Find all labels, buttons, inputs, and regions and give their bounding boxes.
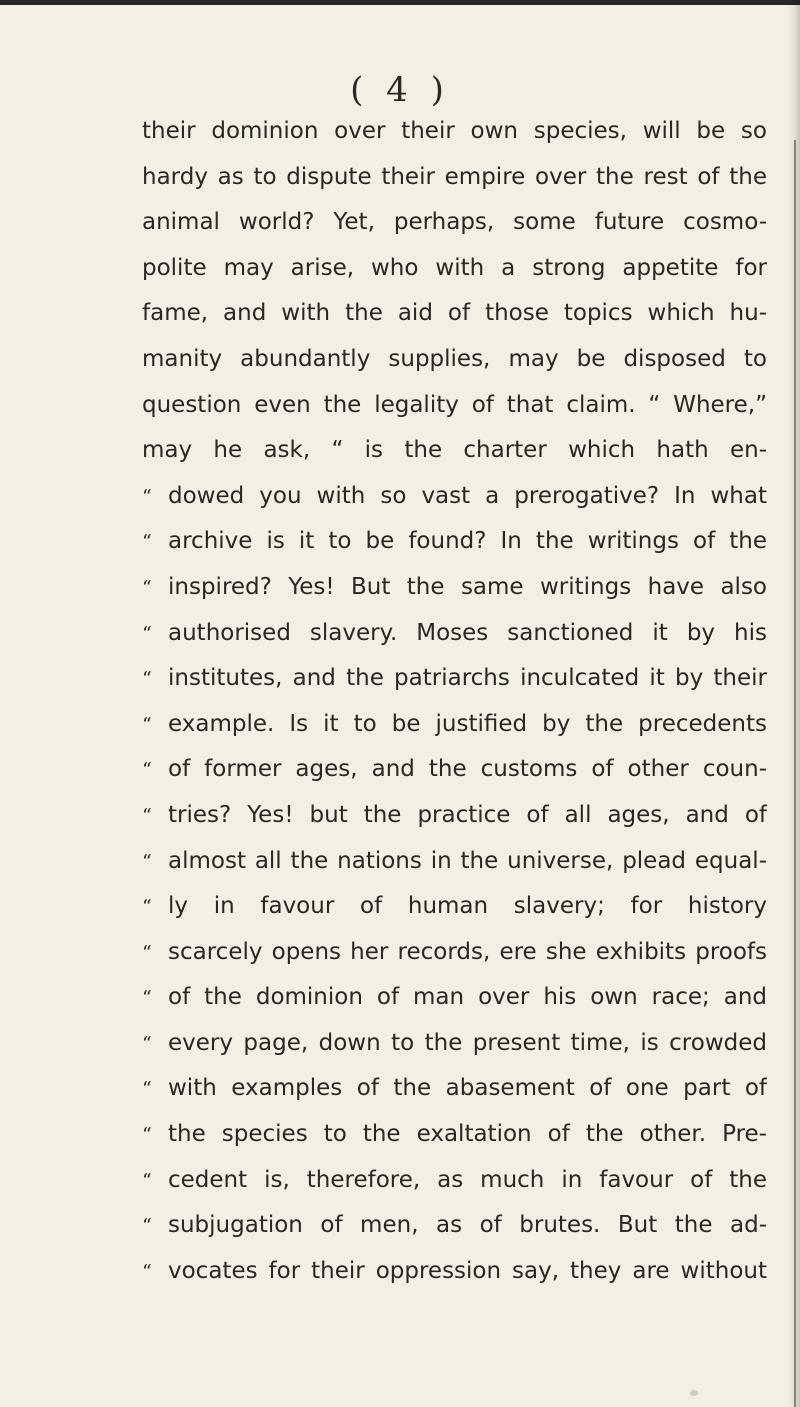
line-text: polite may arise, who with a strong appetite for bbox=[142, 254, 767, 281]
text-line bbox=[142, 702, 767, 748]
top-edge-rule bbox=[0, 0, 800, 5]
quotation-mark: “ bbox=[142, 896, 152, 919]
page-gutter-shadow bbox=[786, 0, 800, 1407]
text-line bbox=[142, 975, 767, 1021]
quotation-mark: “ bbox=[142, 987, 152, 1010]
text-line bbox=[142, 109, 767, 155]
quotation-mark: “ bbox=[142, 1124, 152, 1147]
text-line bbox=[142, 1249, 767, 1295]
line-text: tries? Yes! but the practice of all ages, and of bbox=[168, 801, 767, 828]
text-line bbox=[142, 1112, 767, 1158]
quotation-mark: “ bbox=[142, 1078, 152, 1101]
line-text: fame, and with the aid of those topics which hu- bbox=[142, 300, 767, 327]
line-text: dowed you with so vast a prerogative? In what bbox=[168, 482, 767, 509]
line-text: vocates for their oppression say, they are without bbox=[168, 1257, 767, 1284]
quotation-mark: “ bbox=[142, 668, 152, 691]
text-line bbox=[142, 1158, 767, 1204]
quotation-mark: “ bbox=[142, 850, 152, 873]
page-edge-line bbox=[794, 140, 796, 1407]
line-text: may he ask, “ is the charter which hath en- bbox=[142, 437, 767, 464]
line-text: with examples of the abasement of one part of bbox=[168, 1075, 767, 1102]
body-text bbox=[142, 109, 767, 1294]
line-text: scarcely opens her records, ere she exhibits proofs bbox=[168, 938, 767, 965]
text-line bbox=[142, 337, 767, 383]
line-text: subjugation of men, as of brutes. But the ad- bbox=[168, 1212, 767, 1239]
line-text: ly in favour of human slavery; for history bbox=[168, 893, 767, 920]
text-line bbox=[142, 793, 767, 839]
line-text: their dominion over their own species, will be so bbox=[142, 118, 767, 144]
quotation-mark: “ bbox=[142, 576, 152, 599]
quotation-mark: “ bbox=[142, 941, 152, 964]
line-text: cedent is, therefore, as much in favour of the bbox=[168, 1166, 767, 1193]
line-text: of former ages, and the customs of other coun- bbox=[168, 756, 767, 783]
page-number: ( 4 ) bbox=[350, 70, 450, 110]
quotation-mark: “ bbox=[142, 485, 152, 508]
text-line bbox=[142, 519, 767, 565]
line-text: question even the legality of that claim. “ Where,” bbox=[142, 391, 767, 418]
line-text: hardy as to dispute their empire over the rest of the bbox=[142, 163, 767, 190]
text-line bbox=[142, 565, 767, 611]
quotation-mark: “ bbox=[142, 1260, 152, 1283]
line-text: every page, down to the present time, is crowded bbox=[168, 1029, 767, 1056]
line-text: almost all the nations in the universe, plead equal- bbox=[168, 847, 767, 874]
quotation-mark: “ bbox=[142, 531, 152, 554]
quotation-mark: “ bbox=[142, 1215, 152, 1238]
text-line bbox=[142, 747, 767, 793]
text-line bbox=[142, 839, 767, 885]
text-line bbox=[142, 1021, 767, 1067]
text-line bbox=[142, 383, 767, 429]
text-line bbox=[142, 884, 767, 930]
text-line bbox=[142, 611, 767, 657]
text-line bbox=[142, 291, 767, 337]
line-text: manity abundantly supplies, may be disposed to bbox=[142, 345, 767, 372]
quotation-mark: “ bbox=[142, 759, 152, 782]
line-text: authorised slavery. Moses sanctioned it by his bbox=[168, 619, 767, 646]
text-line bbox=[142, 428, 767, 474]
text-line bbox=[142, 474, 767, 520]
line-text: example. Is it to be justified by the precedents bbox=[168, 710, 767, 737]
quotation-mark: “ bbox=[142, 1169, 152, 1192]
quotation-mark: “ bbox=[142, 622, 152, 645]
text-line bbox=[142, 1203, 767, 1249]
quotation-mark: “ bbox=[142, 1032, 152, 1055]
text-line bbox=[142, 656, 767, 702]
text-line bbox=[142, 200, 767, 246]
line-text: inspired? Yes! But the same writings have also bbox=[168, 573, 767, 600]
quotation-mark: “ bbox=[142, 713, 152, 736]
line-text: institutes, and the patriarchs inculcated it by their bbox=[168, 665, 767, 692]
text-line bbox=[142, 1066, 767, 1112]
line-text: the species to the exaltation of the other. Pre- bbox=[168, 1121, 767, 1148]
text-line bbox=[142, 155, 767, 201]
quotation-mark: “ bbox=[142, 804, 152, 827]
line-text: animal world? Yet, perhaps, some future cosmo- bbox=[142, 209, 767, 236]
text-line bbox=[142, 246, 767, 292]
line-text: of the dominion of man over his own race; and bbox=[168, 984, 767, 1011]
line-text: archive is it to be found? In the writings of the bbox=[168, 528, 767, 555]
text-line bbox=[142, 930, 767, 976]
ink-smudge bbox=[690, 1390, 698, 1396]
